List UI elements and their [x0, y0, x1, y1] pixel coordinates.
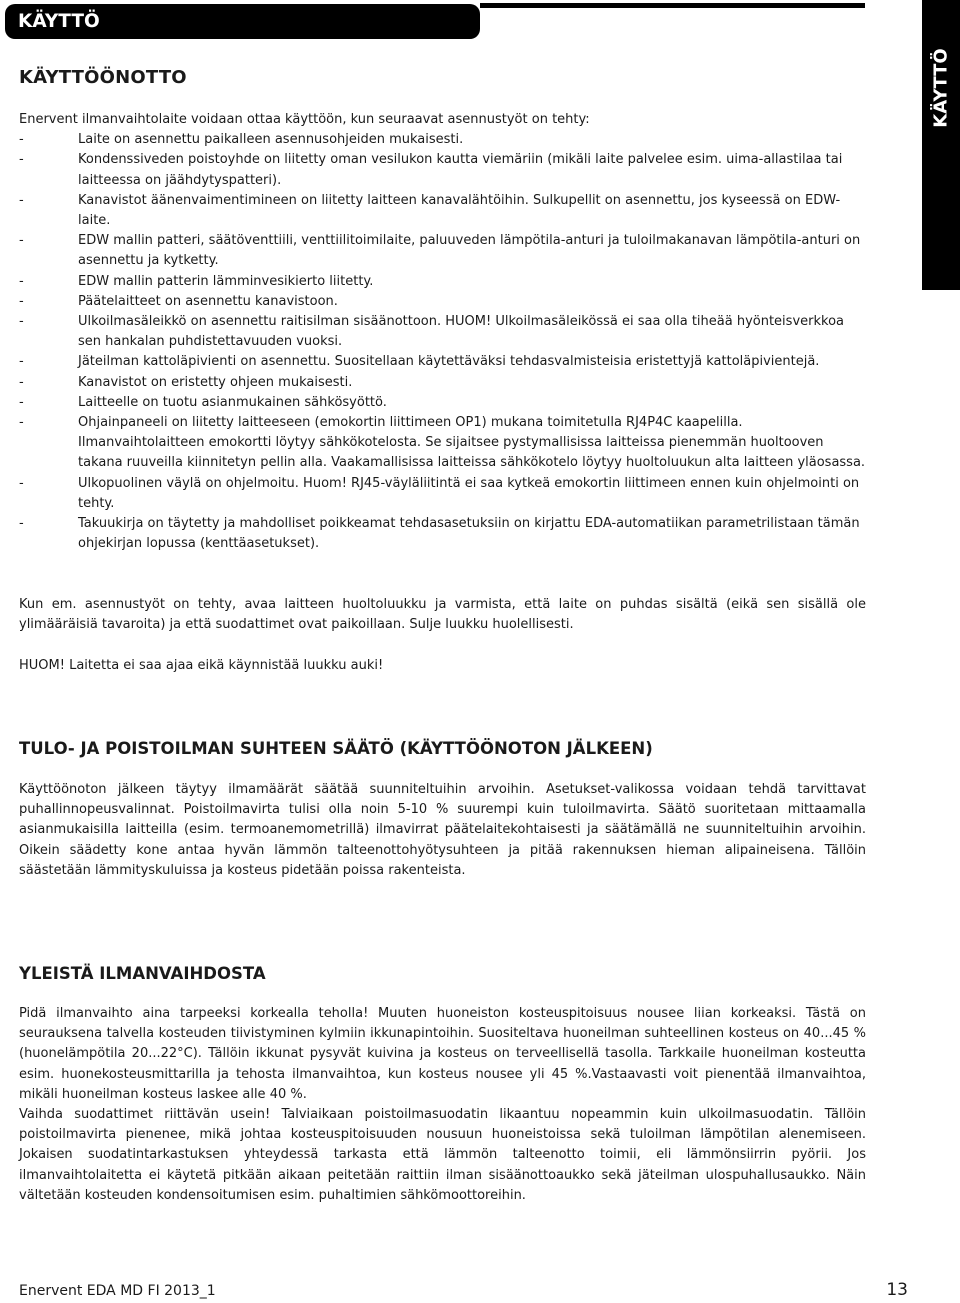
section-body-kayttoonotto — [19, 110, 866, 554]
list-item: - Laite on asennettu paikalleen asennusohjeiden mukaisesti. — [19, 132, 464, 148]
section-body-airflow-balance: Käyttöönoton jälkeen täytyy ilmamäärät säätää suunniteltuihin arvoihin. Asetukset-valikossa voidaan tehdä tarvittavat puhallinnopeusvalinnat. Poistoilmavirta tulisi olla noin 5-10 % suurempi kuin tuloilmavirta. Säätö suoritetaan mittaamalla asianmukaisilla laitteilla (esim. termoanemometrillä) ilmavirrat päätelaitekohtaisesti ja säätämällä ne suunniteltuihin arvoihin. Oikein säädetty kone antaa hyvän lämmön talteenottohyötysuhteen ja pitää rakennuksen hieman alipaineisena. Tällöin säästetään lämmityskuluissa ja kosteus pidetään poissa rakenteista. — [19, 782, 866, 878]
paragraph: Vaihda suodattimet riittävän usein! Talviaikaan poistoilmasuodatin likaantuu nopeammin kuin ulkoilmasuodatin. Tällöin poistoilmavirta pienenee, mikä johtaa kosteuspitoisuuden nousuun huoneistoissa sekä tuloilman lämpötilan alenemiseen. Jokaisen suodatintarkastuksen yhteydessä tarkasta että lämmön talteenotto toimii, eli lämmönsiirrin pyörii. Jos ilmanvaihtolaitetta ei käytetä pitkään aikaan peitetään raittiin ilman sisäänottoaukko sekä jäteilman ulospuhallusaukko. Näin vältetään kosteuden kondensoitumisen esim. puhaltimien sähkömoottoreihin. — [19, 1107, 866, 1203]
side-tab — [922, 0, 960, 290]
after-install-text: Kun em. asennustyöt on tehty, avaa laitteen huoltoluukku ja varmista, että laite on puhdas sisältä (eikä sen sisällä ole ylimääräisiä tavaroita) ja että suodattimet ovat paikoillaan. Sulje luukku huolellisesti. — [19, 597, 866, 633]
list-item: - Päätelaitteet on asennettu kanavistoon. — [19, 293, 338, 309]
section-tab-label: KÄYTTÖ — [18, 11, 100, 32]
section-title-airflow-balance: TULO- JA POISTOILMAN SUHTEEN SÄÄTÖ (KÄYTTÖÖNOTON JÄLKEEN) — [19, 739, 653, 758]
section-body-general-ventilation — [19, 1004, 866, 1206]
list-item: - EDW mallin patterin lämminvesikierto liitetty. — [19, 273, 374, 289]
list-item: - Ohjainpaneeli on liitetty laitteeseen (emokortin liittimeen OP1) mukana toimitetulla RJ4P4C kaapelilla. Ilmanvaihtolaitteen emokortti löytyy sähkökotelosta. Se sijaitsee pystymallisissa laitteissa pienemmän huoltooven takana ruuveilla kiinnitetyn pellin alla. Vaakamallisissa laitteissa sähkökotelo löytyy huoltoluukun alta laitteen yläosassa. — [19, 415, 866, 471]
list-item: - Ulkoilmasäleikkö on asennettu raitisilman sisäänottoon. HUOM! Ulkoilmasäleikössä ei saa olla tiheää hyönteisverkkoa sen hankalan puhdistettavuuden vuoksi. — [19, 314, 844, 350]
list-item: - Takuukirja on täytetty ja mahdolliset poikkeamat tehdasasetuksiin on kirjattu EDA-automatiikan parametrilistaan tämän ohjekirjan lopussa (kenttäasetukset). — [19, 516, 860, 552]
list-item: - Kondenssiveden poistoyhde on liitetty oman vesilukon kautta viemäriin (mikäli laite palvelee esim. uima-allastilaa tai laitteessa on jäähdytyspatteri). — [19, 152, 843, 188]
paragraph: Pidä ilmanvaihto aina tarpeeksi korkealla teholla! Muuten huoneiston kosteuspitoisuus nousee liian korkeaksi. Tästä on seurauksena talvella kosteuden tiivistyminen kylmiin ikkunapintoihin. Suositeltava huoneilman suhteellinen kosteus on 40...45 % (huonelämpötila 20...22°C). Tällöin ikkunat pysyvät kuivina ja kosteus on terveellisellä tasolla. Tarkkaile huoneilman kosteutta esim. huonekosteusmittarilla ja tehosta ilmanvaihtoa, kun kosteus nousee yli 45 %.Vastaavasti voit pienentää ilmanvaihtoa, mikäli huoneilman kosteus laskee alle 40 %. — [19, 1006, 866, 1102]
header-rule — [480, 3, 865, 8]
list-item: - EDW mallin patteri, säätöventtiili, venttiilitoimilaite, paluuveden lämpötila-anturi ja tuloilmakanavan lämpötila-anturi on asennettu ja kytketty. — [19, 233, 861, 269]
warning-text: HUOM! Laitetta ei saa ajaa eikä käynnistää luukku auki! — [19, 658, 384, 673]
footer-doc-id: Enervent EDA MD FI 2013_1 — [19, 1283, 216, 1299]
side-tab-label: KÄYTTÖ — [930, 48, 952, 128]
list-item: - Kanavistot äänenvaimentimineen on liitetty laitteen kanavalähtöihin. Sulkupellit on asennettu, jos kyseessä on EDW-laite. — [19, 192, 841, 229]
page-number: 13 — [886, 1280, 908, 1300]
list-item: - Kanavistot on eristetty ohjeen mukaisesti. — [19, 374, 353, 390]
intro-text: Enervent ilmanvaihtolaite voidaan ottaa käyttöön, kun seuraavat asennustyöt on tehty: — [19, 112, 590, 127]
list-item: - Laitteelle on tuotu asianmukainen sähkösyöttö. — [19, 394, 387, 410]
requirements-list — [19, 130, 866, 554]
list-item: - Jäteilman kattoläpivienti on asennettu. Suositellaan käytettäväksi tehdasvalmisteisia eristettyjä kattoläpivientejä. — [19, 354, 820, 370]
section-title-general-ventilation: YLEISTÄ ILMANVAIHDOSTA — [19, 964, 266, 983]
list-item: - Ulkopuolinen väylä on ohjelmoitu. Huom! RJ45-väyläliitintä ei saa kytkeä emokortin liittimeen ennen kuin ohjelmointi on tehty. — [19, 475, 860, 511]
section-tab — [5, 4, 480, 39]
section-title-kayttoonotto: KÄYTTÖÖNOTTO — [19, 67, 187, 88]
